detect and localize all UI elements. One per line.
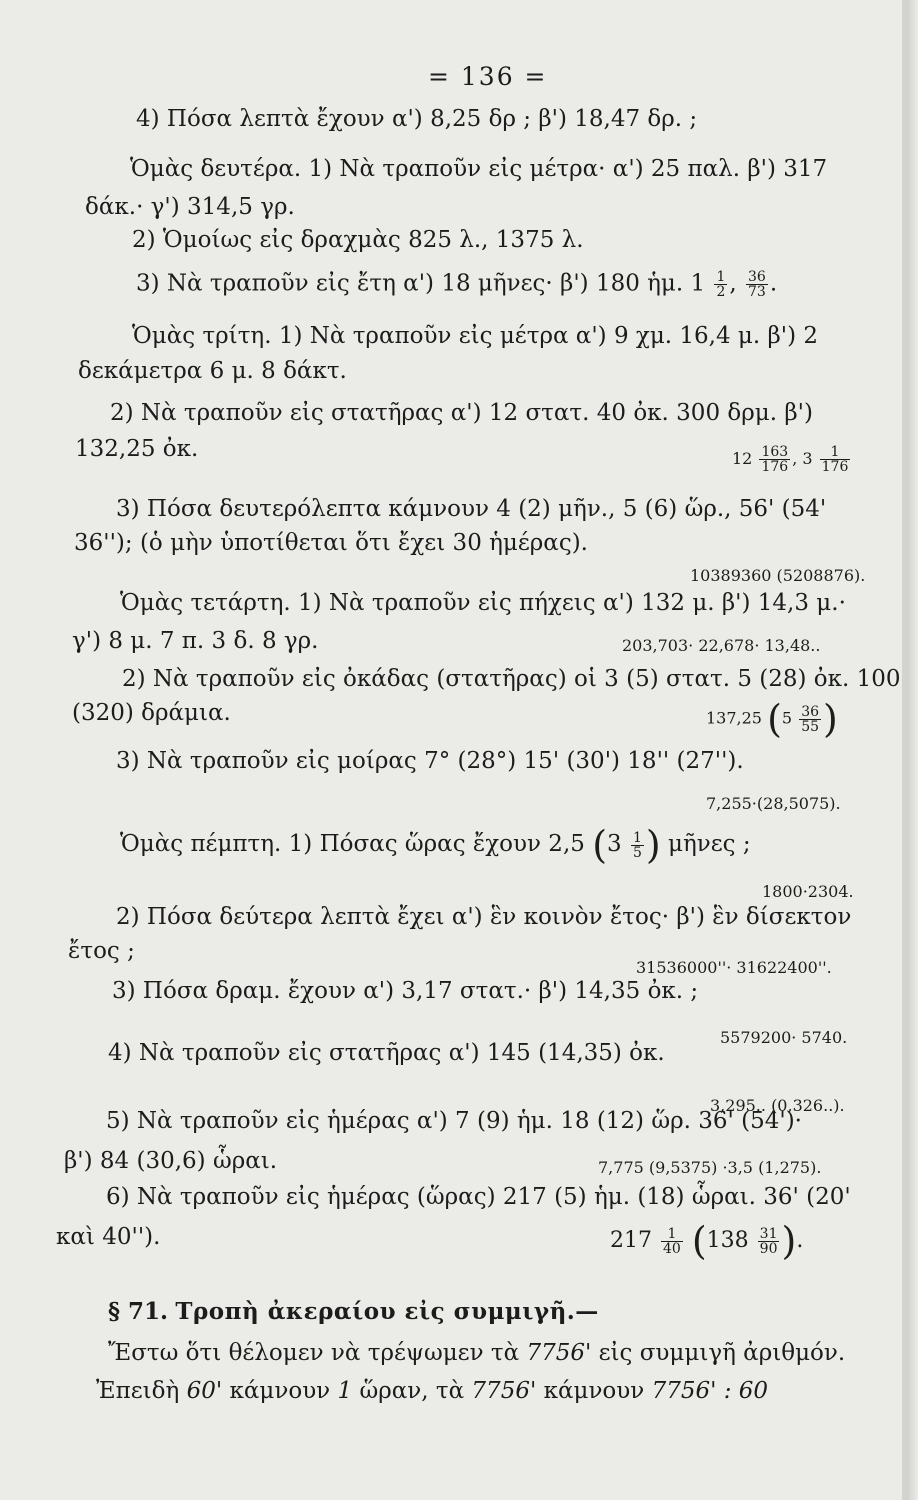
- exercise-line: β') 84 (30,6) ὧραι.: [64, 1148, 278, 1174]
- exercise-line: 5) Νὰ τραποῦν εἰς ἡμέρας α') 7 (9) ἡμ. 18 (12) ὥρ. 36' (54')·: [106, 1108, 802, 1134]
- page-number: = 136 =: [428, 62, 548, 91]
- exercise-line: Ὁμὰς τρίτη. 1) Νὰ τραποῦν εἰς μέτρα α') 9 χμ. 16,4 μ. β') 2: [132, 323, 819, 349]
- exercise-line: 2) Νὰ τραποῦν εἰς ὀκάδας (στατῆρας) οἱ 3 (5) στατ. 5 (28) ὀκ. 100: [122, 666, 901, 692]
- answer-line: 10389360 (5208876).: [690, 566, 866, 585]
- exercise-line: 3) Πόσα δευτερόλεπτα κάμνουν 4 (2) μῆν., 5 (6) ὥρ., 56' (54': [116, 496, 827, 522]
- fraction: $\frac{1}{2}$: [716, 269, 726, 300]
- exercise-line: 36''); (ὁ μὴν ὑποτίθεται ὅτι ἔχει 30 ἡμέρας).: [74, 530, 588, 556]
- exercise-line: 3) Νὰ τραποῦν εἰς ἔτη α') 18 μῆνες· β') 180 ἡμ. 1 $\frac{1}{2}$ , $\frac{36}{73}$ .: [136, 269, 778, 300]
- fraction: $\frac{1}{5}$: [632, 829, 642, 861]
- exercise-line: 4) Πόσα λεπτὰ ἔχουν α') 8,25 δρ ; β') 18,47 δρ. ;: [136, 106, 698, 132]
- fraction: $\frac{36}{55}$: [801, 703, 820, 735]
- exercise-line: 2) Νὰ τραποῦν εἰς στατῆρας α') 12 στατ. 40 ὀκ. 300 δρμ. β'): [110, 400, 813, 426]
- exercise-line: 132,25 ὀκ.: [75, 436, 199, 462]
- section-title: Τροπὴ ἀκεραίου εἰς συμμιγῆ.—: [175, 1298, 599, 1325]
- fraction: $\frac{1}{176}$: [821, 444, 849, 475]
- exercise-line: 3) Πόσα δραμ. ἔχουν α') 3,17 στατ.· β') 14,35 ὀκ. ;: [112, 978, 699, 1004]
- exercise-line: 4) Νὰ τραποῦν εἰς στατῆρας α') 145 (14,35) ὀκ.: [108, 1040, 665, 1066]
- fraction: $\frac{36}{73}$: [748, 269, 766, 300]
- exercise-line: Ὁμὰς δευτέρα. 1) Νὰ τραποῦν εἰς μέτρα· α') 25 παλ. β') 317: [130, 156, 828, 182]
- fraction: $\frac{31}{90}$: [759, 1225, 778, 1257]
- section-number: § 71.: [108, 1298, 169, 1325]
- exercise-line: γ') 8 μ. 7 π. 3 δ. 8 γρ.: [72, 628, 319, 654]
- exercise-line: ἔτος ;: [68, 938, 135, 964]
- exercise-line: 6) Νὰ τραποῦν εἰς ἡμέρας (ὥρας) 217 (5) ἡμ. (18) ὧραι. 36' (20': [106, 1184, 851, 1210]
- body-line: Ἔστω ὅτι θέλομεν νὰ τρέψωμεν τὰ 7756' εἰς συμμιγῆ ἀριθμόν.: [108, 1340, 846, 1366]
- exercise-line: καὶ 40'').: [56, 1224, 161, 1250]
- exercise-line: (320) δράμια.: [72, 700, 231, 726]
- answer-line: 137,25 (5 $\frac{36}{55}$ ): [706, 697, 838, 741]
- body-line: Ἐπειδὴ 60' κάμνουν 1 ὥραν, τὰ 7756' κάμνουν 7756' : 60: [96, 1378, 769, 1404]
- answer-line: 203,703· 22,678· 13,48..: [622, 636, 821, 655]
- exercise-line: 2) Ὁμοίως εἰς δραχμὰς 825 λ., 1375 λ.: [132, 227, 584, 253]
- fraction: $\frac{1}{40}$: [663, 1225, 681, 1257]
- page-edge: [906, 0, 918, 1500]
- answer-line: 1800·2304.: [762, 882, 854, 901]
- answer-line: 7,255·(28,5075).: [706, 794, 841, 813]
- exercise-text: 3) Νὰ τραποῦν εἰς ἔτη α') 18 μῆνες· β') 180 ἡμ. 1: [136, 270, 706, 297]
- answer-line: 3,295.. (0,326..).: [710, 1096, 845, 1115]
- exercise-line: 2) Πόσα δεύτερα λεπτὰ ἔχει α') ἓν κοινὸν ἔτος· β') ἓν δίσεκτον: [116, 904, 852, 930]
- fraction: $\frac{163}{176}$: [761, 444, 789, 475]
- exercise-line: δεκάμετρα 6 μ. 8 δάκτ.: [78, 358, 347, 384]
- exercise-line: δάκ.· γ') 314,5 γρ.: [85, 194, 295, 220]
- exercise-line: 3) Νὰ τραποῦν εἰς μοίρας 7° (28°) 15' (30') 18'' (27'').: [116, 748, 744, 774]
- section-heading: [108, 1300, 599, 1324]
- answer-line: 12 $\frac{163}{176}$ , 3 $\frac{1}{176}$: [732, 444, 849, 475]
- answer-line: 31536000''· 31622400''.: [636, 958, 832, 977]
- exercise-line: Ὁμὰς πέμπτη. 1) Πόσας ὥρας ἔχουν 2,5 (3 $\frac{1}{5}$ ) μῆνες ;: [120, 823, 751, 867]
- answer-line: 7,775 (9,5375) ·3,5 (1,275).: [598, 1158, 822, 1177]
- answer-line: 5579200· 5740.: [720, 1028, 848, 1047]
- exercise-line: Ὁμὰς τετάρτη. 1) Νὰ τραποῦν εἰς πήχεις α') 132 μ. β') 14,3 μ.·: [120, 590, 846, 616]
- answer-line: 217 $\frac{1}{40}$ (138 $\frac{31}{90}$ ).: [610, 1219, 804, 1263]
